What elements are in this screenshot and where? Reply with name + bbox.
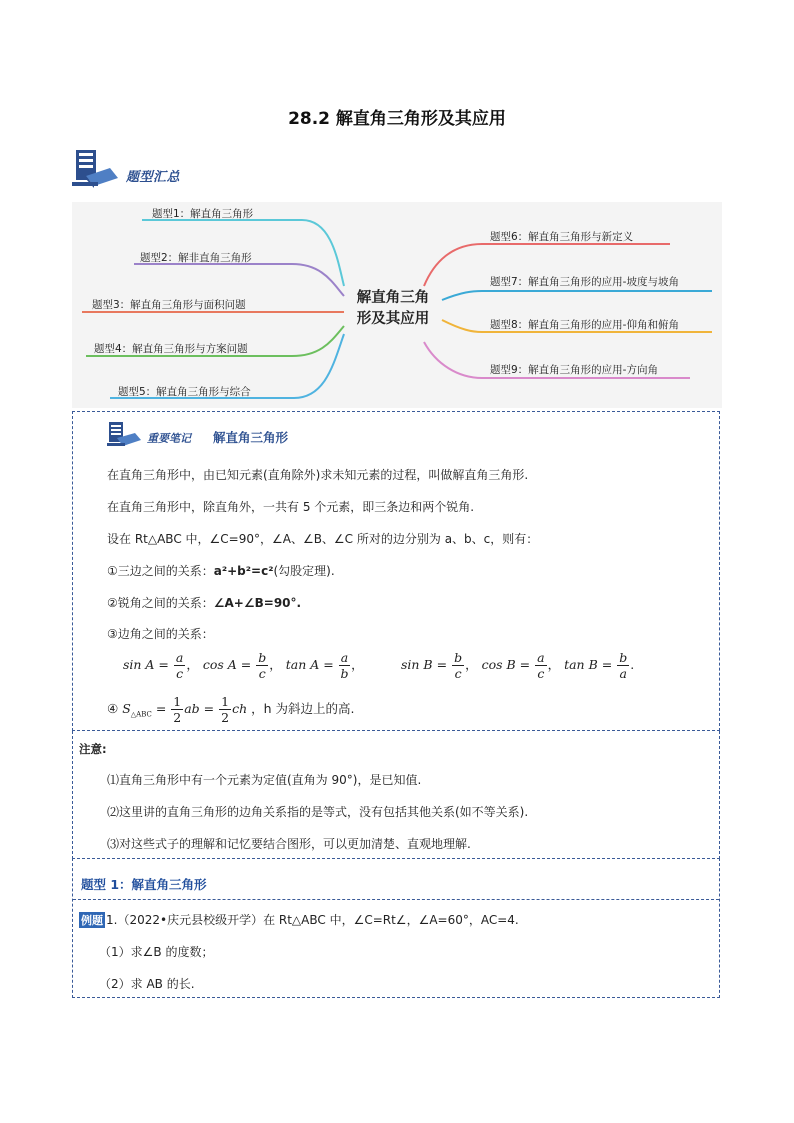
relation-1 [107,562,335,579]
cos-b-fraction [535,650,546,681]
example-badge: 例题 [81,914,103,927]
connector-r2 [442,291,712,300]
notes-box [72,411,720,731]
area-formula [122,694,251,725]
mindmap-branch-type9: 题型9：解直角三角形的应用-方向角 [490,364,658,376]
half-fraction-2 [219,694,231,725]
question-divider [73,899,719,900]
area-subscript: △ABC [130,710,152,719]
tan-a-num: a [340,650,349,665]
tan-a-label: tan A = [285,657,334,672]
attention-box [72,731,720,859]
half-2-den: 2 [221,710,230,725]
relation-3: ③边角之间的关系： [107,627,214,641]
area-ab: ab [184,701,200,716]
sin-b-den: c [454,666,462,681]
sin-a-num: a [175,650,184,665]
area-symbol: S [122,701,131,716]
cos-a-fraction [256,650,268,681]
area-ch: ch [232,701,248,716]
notes-label: 重要笔记 [147,432,191,445]
connector-l2 [134,264,344,296]
sin-b-num: b [454,650,463,665]
half-2-num: 1 [221,694,230,709]
sep-2: ， [269,657,282,672]
example-text: 1.（2022•庆元县校级开学）在 Rt△ABC 中，∠C=Rt∠，∠A=60°，AC=4. [106,913,519,927]
sin-a-label: sin A = [123,657,169,672]
tan-b-den: a [619,666,627,681]
attention-item-2: ⑵这里讲的直角三角形的边角关系指的是等式，没有包括其他关系(如不等关系). [107,805,529,819]
relation-2-formula: ∠A+∠B=90°. [213,596,302,610]
cos-b-den: c [537,666,545,681]
sep-3: ， [351,657,364,672]
relation-4-note: ，h 为斜边上的高. [251,701,355,716]
tan-a-den: b [340,666,349,681]
notes-paragraph-1: 在直角三角形中，由已知元素(直角除外)求未知元素的过程，叫做解直角三角形. [107,468,529,482]
cos-a-den: c [258,666,266,681]
trig-formulas-B [401,650,634,681]
summary-label: 题型汇总 [126,170,181,185]
mindmap-branch-type2: 题型2：解非直角三角形 [140,252,252,264]
trig-formulas-A [123,650,364,681]
cos-a-label: cos A = [202,657,252,672]
notes-topic: 解直角三角形 [213,430,289,445]
example-stem [79,911,519,928]
relation-4-label: ④ [107,701,119,716]
half-1-num: 1 [173,694,182,709]
mindmap-branch-type3: 题型3：解直角三角形与面积问题 [92,299,246,311]
mindmap-branch-type1: 题型1：解直角三角形 [152,208,254,220]
cos-a-num: b [258,650,267,665]
tan-b-label: tan B = [564,657,613,672]
page-title: 28.2 解直角三角形及其应用 [288,109,506,129]
attention-heading: 注意: [79,742,107,756]
notes-paragraph-3: 设在 Rt△ABC 中，∠C=90°，∠A、∠B、∠C 所对的边分别为 a、b、c，则有： [107,532,539,546]
attention-item-3: ⑶对这些式子的理解和记忆要结合图形，可以更加清楚、直观地理解. [107,837,471,851]
sin-b-fraction [452,650,464,681]
relation-1-note: (勾股定理). [273,564,335,578]
mindmap-branch-type7: 题型7：解直角三角形的应用-坡度与坡角 [490,276,679,288]
formula-end: . [630,657,635,672]
sep-1: ， [186,657,199,672]
eq-2: = [199,701,219,716]
mindmap-branch-type6: 题型6：解直角三角形与新定义 [490,231,634,243]
relation-2-label: ②锐角之间的关系： [107,596,214,610]
mindmap-branch-type5: 题型5：解直角三角形与综合 [118,386,251,398]
sin-b-label: sin B = [401,657,448,672]
tan-b-num: b [619,650,628,665]
relation-2 [107,594,301,611]
mindmap-center-line1: 解直角三角 [356,290,430,306]
notes-books-icon [107,420,143,448]
mindmap-center-line2: 形及其应用 [356,311,430,327]
half-1-den: 2 [173,710,182,725]
cos-b-label: cos B = [481,657,531,672]
mindmap-branch-type4: 题型4：解直角三角形与方案问题 [94,343,248,355]
cos-b-num: a [537,650,545,665]
tan-b-fraction [617,650,629,681]
sep-4: ， [465,657,478,672]
notes-paragraph-2: 在直角三角形中，除直角外，一共有 5 个元素，即三条边和两个锐角. [107,500,475,514]
books-icon [72,148,120,188]
sep-5: ， [547,657,561,672]
sin-a-den: c [176,666,184,681]
question-box [72,858,720,998]
tan-a-fraction [339,650,350,681]
mindmap-center [338,288,448,330]
mindmap-branch-type8: 题型8：解直角三角形的应用-仰角和俯角 [490,319,679,331]
attention-item-1: ⑴直角三角形中有一个元素为定值(直角为 90°)，是已知值. [107,773,422,787]
question-type-heading: 题型 1：解直角三角形 [81,877,207,892]
relation-1-label: ①三边之间的关系： [107,564,214,578]
sin-a-fraction [174,650,185,681]
relation-1-formula: a²+b²=c² [213,564,274,578]
half-fraction-1 [171,694,183,725]
eq-1: = [151,701,171,716]
mind-map [72,202,722,408]
example-part-2: （2）求 AB 的长. [99,977,195,991]
example-part-1: （1）求∠B 的度数； [99,945,214,959]
relation-4 [107,694,355,725]
